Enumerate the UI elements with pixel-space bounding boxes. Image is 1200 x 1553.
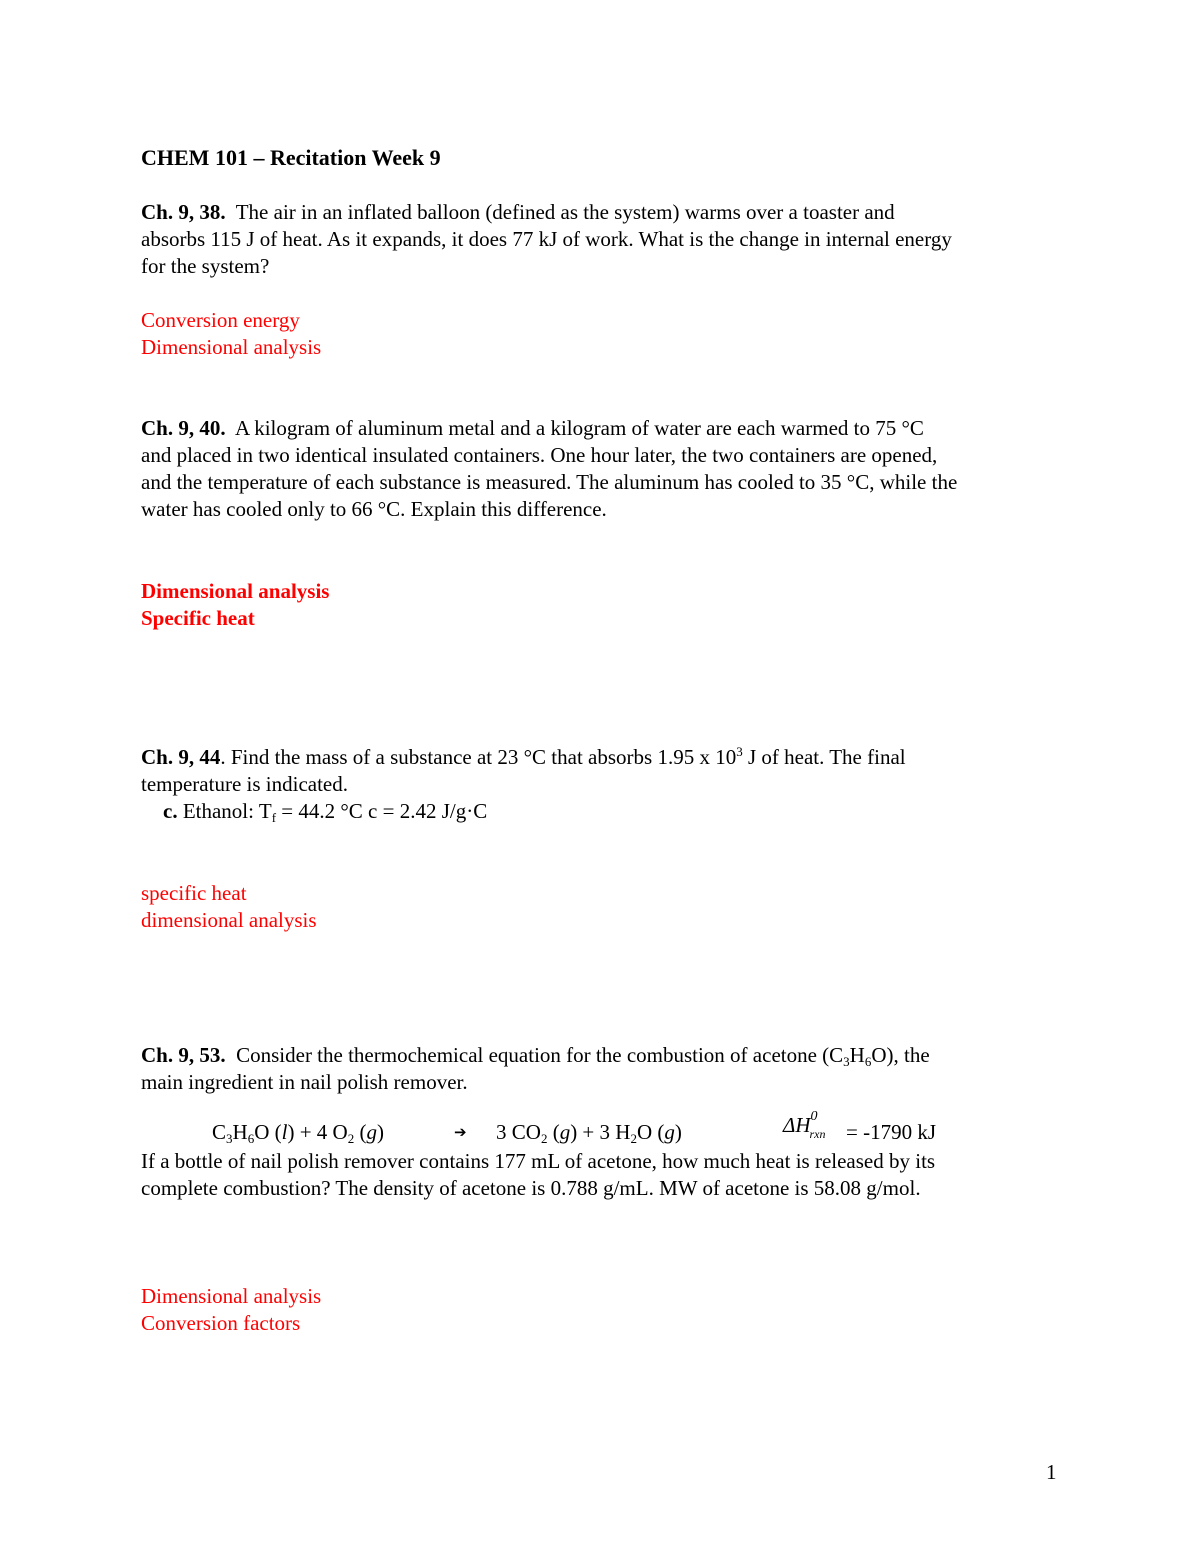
equation-products: 3 $CO_2$ (g) + 3 $H_2O$ (g) bbox=[496, 1120, 682, 1146]
page-number: 1 bbox=[1046, 1460, 1057, 1484]
notes-53 bbox=[141, 1283, 1071, 1337]
question-label: Ch. 9, 38. bbox=[141, 200, 226, 224]
enthalpy-symbol: $\Delta H^0_{rxn}$ bbox=[783, 1109, 826, 1141]
question-53-cont bbox=[141, 1148, 1071, 1202]
page-title: CHEM 101 – Recitation Week 9 bbox=[141, 145, 441, 170]
question-text: temperature is indicated. bbox=[141, 772, 348, 796]
note: Dimensional analysis bbox=[141, 579, 330, 603]
question-44: Ch. 9, 44. Find the mass of a substance at 23 °C that absorbs 1.95 x $10^3$ J of heat. The final temperature is indicated. c. Ethanol: $T_f = 44.2$ °C c = 2.42 J/g·C bbox=[141, 744, 1071, 825]
note: Dimensional analysis bbox=[141, 335, 322, 359]
notes-38 bbox=[141, 307, 1071, 361]
question-text: and the temperature of each substance is measured. The aluminum has cooled to 35 °C, while the bbox=[141, 470, 958, 494]
note: Dimensional analysis bbox=[141, 1284, 322, 1308]
question-53: Ch. 9, 53. Consider the thermochemical equation for the combustion of acetone $(C_3H_6O)$, the main ingredient in nail polish remover. bbox=[141, 1042, 1071, 1096]
question-40 bbox=[141, 415, 1071, 523]
question-text: complete combustion? The density of acetone is 0.788 g/mL. MW of acetone is 58.08 g/mol. bbox=[141, 1176, 921, 1200]
question-text: water has cooled only to 66 °C. Explain this difference. bbox=[141, 497, 607, 521]
question-label: Ch. 9, 44 bbox=[141, 745, 221, 769]
note: Specific heat bbox=[141, 606, 255, 630]
question-label: Ch. 9, 53. bbox=[141, 1043, 226, 1067]
note: dimensional analysis bbox=[141, 908, 317, 932]
question-text: The air in an inflated balloon (defined as the system) warms over a toaster and bbox=[235, 200, 895, 224]
question-38 bbox=[141, 199, 1071, 280]
question-text: and placed in two identical insulated containers. One hour later, the two containers are opened, bbox=[141, 443, 938, 467]
question-text: absorbs 115 J of heat. As it expands, it does 77 kJ of work. What is the change in internal energy bbox=[141, 227, 952, 251]
note: Conversion factors bbox=[141, 1311, 301, 1335]
question-text: If a bottle of nail polish remover contains 177 mL of acetone, how much heat is released by its bbox=[141, 1149, 936, 1173]
note: Conversion energy bbox=[141, 308, 300, 332]
question-text: for the system? bbox=[141, 254, 270, 278]
enthalpy-value: = -1790 kJ bbox=[846, 1120, 937, 1144]
question-text: A kilogram of aluminum metal and a kilogram of water are each warmed to 75 °C bbox=[234, 416, 924, 440]
notes-44 bbox=[141, 880, 1071, 934]
question-text: main ingredient in nail polish remover. bbox=[141, 1070, 468, 1094]
question-part: c. Ethanol: $T_f = 44.2$ °C c = 2.42 J/g·C bbox=[163, 799, 488, 825]
equation-reactants: $C_3H_6O$ (l) + 4 $O_2$ (g) bbox=[212, 1120, 384, 1146]
note: specific heat bbox=[141, 881, 247, 905]
question-label: Ch. 9, 40. bbox=[141, 416, 226, 440]
arrow-icon: ➔ bbox=[454, 1123, 467, 1141]
notes-40 bbox=[141, 578, 1071, 632]
